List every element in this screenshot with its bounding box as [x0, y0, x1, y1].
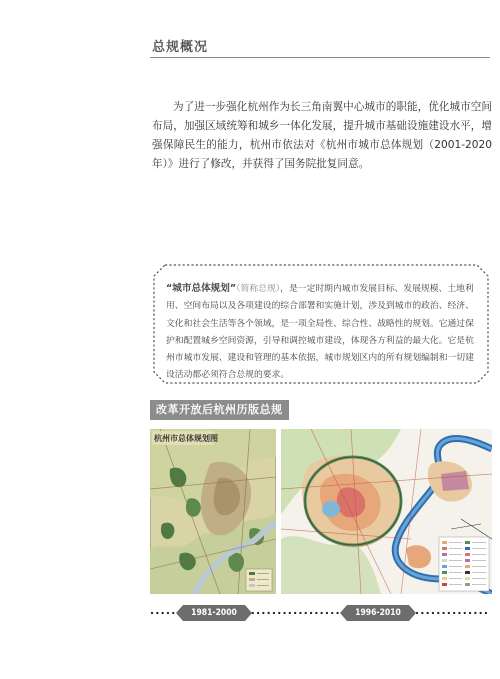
definition-callout: [153, 264, 489, 384]
plan-map-1996: [281, 429, 492, 594]
map-1981-image: [150, 429, 276, 594]
title-divider: [150, 57, 490, 58]
map-1981-title: 杭州市总体规划图: [154, 434, 218, 443]
definition-term: “城市总体规划”: [166, 283, 237, 294]
definition-body: ，是一定时期内城市发展目标、发展规模、土地利用、空间布局以及各项建设的综合部署和实施计划，涉及到城市的政治、经济、文化和社会生活等各个领域，是一项全局性、综合性、战略性的规划。它通过保护和配置城乡空间资源，引导和调控城市建设，体现各方利益的最大化。它是杭州市城市发展、建设和管理的基本依据，城市规划区内的所有规划编制和一切建设活动都必须符合总规的要求。: [166, 284, 474, 381]
plan-map-1981: [150, 429, 276, 594]
plan-timeline: [150, 600, 492, 626]
definition-term-note: （简称总规）: [236, 284, 281, 294]
definition-text: [166, 280, 478, 385]
section-subheading: 改革开放后杭州历版总规: [150, 400, 289, 420]
page-title: 总规概况: [152, 40, 209, 55]
timeline-label-1996: 1996-2010: [355, 608, 401, 618]
intro-paragraph: 为了进一步强化杭州作为长三角南翼中心城市的职能，优化城市空间布局，加强区域统筹和城乡一体化发展，提升城市基础设施建设水平，增强保障民生的能力，杭州市依法对《杭州市城市总体规划（2001-2020 年）》进行了修改，并获得了国务院批复同意。: [152, 101, 492, 170]
timeline-label-1981: 1981-2000: [191, 608, 237, 618]
map-1996-image: [281, 429, 492, 594]
